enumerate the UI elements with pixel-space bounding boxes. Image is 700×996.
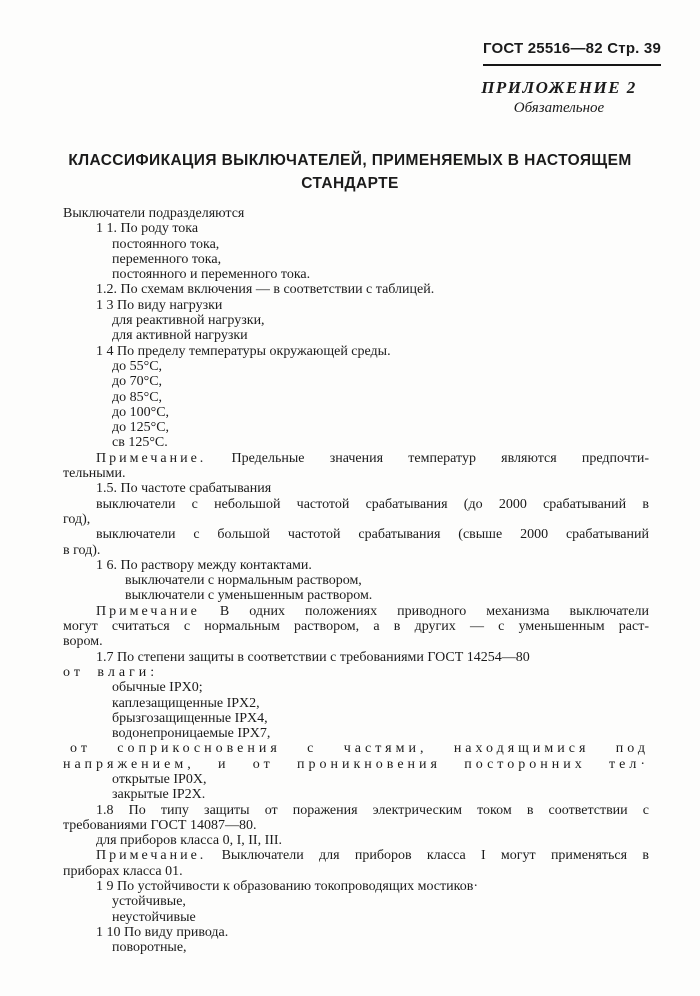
text-segment: открытые IP0X, xyxy=(112,771,207,787)
text-segment: закрытые IP2X. xyxy=(112,787,206,803)
text-line xyxy=(63,237,649,252)
text-segment: 1.8 По типу защиты от поражения электрическим током в соответствии с xyxy=(96,802,649,818)
text-segment: обычные IPX0; xyxy=(112,680,203,696)
text-line xyxy=(63,680,649,695)
text-segment: Выключатели для приборов класса I могут применяться в xyxy=(206,848,649,864)
text-segment: вором. xyxy=(63,634,103,650)
appendix-title: ПРИЛОЖЕНИЕ 2 xyxy=(481,78,637,97)
text-line xyxy=(63,894,649,909)
text-segment: напряжением, и от проникновения посторонних тел· xyxy=(63,756,649,772)
text-line xyxy=(63,879,649,894)
text-line xyxy=(63,298,649,313)
text-line xyxy=(63,405,649,420)
appendix-block xyxy=(448,78,670,117)
text-line xyxy=(63,313,649,328)
text-line xyxy=(63,359,649,374)
text-segment: 1 3 По виду нагрузки xyxy=(96,297,223,313)
text-segment: постоянного и переменного тока. xyxy=(112,267,311,283)
appendix-subtitle: Обязательное xyxy=(513,100,605,116)
text-line xyxy=(63,634,649,649)
text-segment: до 100°С, xyxy=(112,404,170,420)
text-segment: от соприкосновения с частями, находящимися под xyxy=(70,741,649,757)
text-line xyxy=(63,803,649,818)
text-segment: выключатели с большой частотой срабатывания (свыше 2000 срабатываний xyxy=(96,527,649,543)
text-segment: для активной нагрузки xyxy=(112,328,248,344)
text-line xyxy=(63,435,649,450)
text-line xyxy=(63,267,649,282)
text-line xyxy=(63,282,649,297)
text-line xyxy=(63,818,649,833)
text-segment: приборах класса 01. xyxy=(63,863,183,879)
text-segment: в год). xyxy=(63,542,101,558)
text-line xyxy=(63,588,649,603)
text-segment: до 55°С, xyxy=(112,358,163,374)
text-line xyxy=(63,772,649,787)
text-segment: Примечание. xyxy=(96,848,207,864)
text-line xyxy=(63,390,649,405)
text-segment: брызгозащищенные IPX4, xyxy=(112,710,268,726)
text-segment: выключатели с уменьшенным раствором. xyxy=(125,588,373,604)
text-segment: св 125°С. xyxy=(112,435,168,451)
text-segment: до 70°С, xyxy=(112,374,163,390)
text-line xyxy=(63,344,649,359)
text-line xyxy=(63,757,649,772)
body-text xyxy=(63,206,649,956)
text-line xyxy=(63,527,649,542)
text-line xyxy=(63,696,649,711)
text-line xyxy=(63,665,649,680)
text-segment: от влаги: xyxy=(63,664,159,680)
running-head xyxy=(483,40,661,57)
text-line xyxy=(63,711,649,726)
text-segment: 1 1. По роду тока xyxy=(96,221,199,237)
text-line xyxy=(63,741,649,756)
text-segment: 1 9 По устойчивости к образованию токопроводящих мостиков· xyxy=(96,879,478,895)
text-line xyxy=(63,328,649,343)
text-line xyxy=(63,619,649,634)
text-segment: для приборов класса 0, I, II, III. xyxy=(96,833,283,849)
page-number: Стр. 39 xyxy=(607,40,661,57)
text-segment: 1.7 По степени защиты в соответствии с требованиями ГОСТ 14254—80 xyxy=(96,649,530,665)
text-segment: Выключатели подразделяются xyxy=(63,206,245,221)
text-line xyxy=(63,573,649,588)
text-segment: водонепроницаемые IPX7, xyxy=(112,726,271,742)
text-segment: требованиями ГОСТ 14087—80. xyxy=(63,817,257,833)
text-line xyxy=(63,910,649,925)
text-line xyxy=(63,787,649,802)
text-segment: Примечание xyxy=(96,603,200,619)
text-segment: выключатели с нормальным раствором, xyxy=(125,573,362,589)
text-segment: 1 6. По раствору между контактами. xyxy=(96,557,312,573)
text-line xyxy=(63,497,649,512)
text-segment: тельными. xyxy=(63,466,126,482)
text-line xyxy=(63,206,649,221)
text-segment: Предельные значения температур являются предпочти- xyxy=(206,450,649,466)
text-segment: каплезащищенные IPX2, xyxy=(112,695,260,711)
text-line xyxy=(63,848,649,863)
text-line xyxy=(63,925,649,940)
header-rule xyxy=(483,64,661,66)
document-title-line1: КЛАССИФИКАЦИЯ ВЫКЛЮЧАТЕЛЕЙ, ПРИМЕНЯЕМЫХ В НАСТОЯЩЕМ xyxy=(68,152,632,169)
text-line xyxy=(63,252,649,267)
text-segment: 1 4 По пределу температуры окружающей среды. xyxy=(96,343,391,359)
text-line xyxy=(63,466,649,481)
text-line xyxy=(63,543,649,558)
text-line xyxy=(63,558,649,573)
text-line xyxy=(63,726,649,741)
document-title xyxy=(0,149,700,195)
text-line xyxy=(63,512,649,527)
text-line xyxy=(63,940,649,955)
text-line xyxy=(63,864,649,879)
text-segment: выключатели с небольшой частотой срабатывания (до 2000 срабатываний в xyxy=(96,496,649,512)
text-segment: до 125°С, xyxy=(112,420,170,436)
text-segment: постоянного тока, xyxy=(112,236,220,252)
text-segment: 1.2. По схемам включения — в соответствии с таблицей. xyxy=(96,282,435,298)
text-segment: В одних положениях приводного механизма выключатели xyxy=(199,603,649,619)
text-segment: Примечание. xyxy=(96,450,207,466)
text-line xyxy=(63,451,649,466)
text-segment: для реактивной нагрузки, xyxy=(112,313,265,329)
text-segment: переменного тока, xyxy=(112,251,222,267)
text-segment: 1.5. По частоте срабатывания xyxy=(96,481,272,497)
document-title-line2: СТАНДАРТЕ xyxy=(301,175,399,192)
text-segment: до 85°С, xyxy=(112,389,163,405)
text-line xyxy=(63,833,649,848)
text-line xyxy=(63,604,649,619)
text-segment: устойчивые, xyxy=(112,894,186,910)
text-line xyxy=(63,420,649,435)
text-segment: 1 10 По виду привода. xyxy=(96,924,229,940)
text-segment: неустойчивые xyxy=(112,909,196,925)
text-line xyxy=(63,481,649,496)
text-line xyxy=(63,221,649,236)
doc-number: ГОСТ 25516—82 xyxy=(483,40,603,57)
text-segment: год), xyxy=(63,511,91,527)
text-segment: поворотные, xyxy=(112,940,187,956)
text-line xyxy=(63,374,649,389)
text-line xyxy=(63,650,649,665)
text-segment: могут считаться с нормальным раствором, а в других — с уменьшенным раст- xyxy=(63,619,649,635)
